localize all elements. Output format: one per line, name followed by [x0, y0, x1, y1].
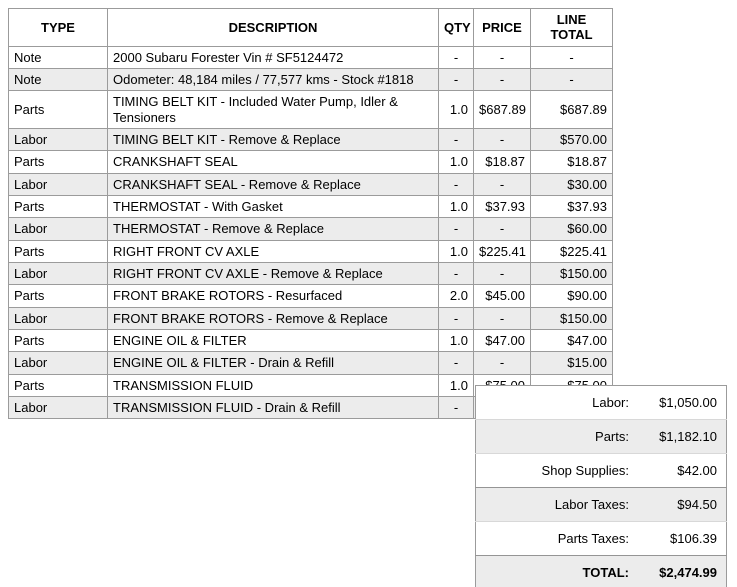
line-total-cell: $15.00	[531, 352, 613, 374]
type-cell: Parts	[9, 91, 108, 129]
table-row	[9, 307, 613, 329]
type-cell: Note	[9, 46, 108, 68]
description-cell: ENGINE OIL & FILTER - Drain & Refill	[108, 352, 439, 374]
qty-cell: 2.0	[439, 285, 474, 307]
price-cell: $225.41	[474, 240, 531, 262]
line-total-cell: $150.00	[531, 307, 613, 329]
price-cell: -	[474, 68, 531, 90]
line-total-cell: -	[531, 46, 613, 68]
description-cell: THERMOSTAT - Remove & Replace	[108, 218, 439, 240]
summary-row	[476, 488, 727, 522]
price-cell: -	[474, 262, 531, 284]
summary-value: $106.39	[634, 522, 727, 556]
qty-cell: -	[439, 218, 474, 240]
table-row	[9, 262, 613, 284]
price-cell: -	[474, 128, 531, 150]
price-cell: -	[474, 173, 531, 195]
description-cell: RIGHT FRONT CV AXLE	[108, 240, 439, 262]
summary-value: $1,050.00	[634, 386, 727, 420]
summary-table	[475, 385, 727, 587]
line-total-cell: $225.41	[531, 240, 613, 262]
table-header-row	[9, 9, 613, 47]
summary-value: $94.50	[634, 488, 727, 522]
price-cell: $687.89	[474, 91, 531, 129]
type-cell: Parts	[9, 240, 108, 262]
qty-cell: 1.0	[439, 151, 474, 173]
type-cell: Labor	[9, 262, 108, 284]
description-cell: RIGHT FRONT CV AXLE - Remove & Replace	[108, 262, 439, 284]
line-total-cell: $60.00	[531, 218, 613, 240]
qty-cell: -	[439, 352, 474, 374]
table-row	[9, 151, 613, 173]
qty-cell: 1.0	[439, 195, 474, 217]
line-total-cell: $18.87	[531, 151, 613, 173]
type-cell: Note	[9, 68, 108, 90]
type-cell: Labor	[9, 396, 108, 418]
description-cell: FRONT BRAKE ROTORS - Resurfaced	[108, 285, 439, 307]
qty-cell: 1.0	[439, 329, 474, 351]
type-cell: Parts	[9, 374, 108, 396]
line-total-cell: $687.89	[531, 91, 613, 129]
qty-cell: 1.0	[439, 240, 474, 262]
line-total-cell: $47.00	[531, 329, 613, 351]
qty-cell: 1.0	[439, 374, 474, 396]
table-row	[9, 240, 613, 262]
line-total-cell: $150.00	[531, 262, 613, 284]
summary-value: $1,182.10	[634, 420, 727, 454]
description-cell: TRANSMISSION FLUID - Drain & Refill	[108, 396, 439, 418]
price-cell: $47.00	[474, 329, 531, 351]
summary-label: Parts Taxes:	[476, 522, 635, 556]
description-cell: TIMING BELT KIT - Included Water Pump, Idler & Tensioners	[108, 91, 439, 129]
price-cell: $45.00	[474, 285, 531, 307]
column-header-description: DESCRIPTION	[108, 9, 439, 47]
summary-row	[476, 386, 727, 420]
qty-cell: -	[439, 68, 474, 90]
summary-label: Shop Supplies:	[476, 454, 635, 488]
column-header-price: PRICE	[474, 9, 531, 47]
table-row	[9, 173, 613, 195]
price-cell: -	[474, 307, 531, 329]
table-row	[9, 91, 613, 129]
type-cell: Parts	[9, 195, 108, 217]
price-cell: -	[474, 46, 531, 68]
description-cell: THERMOSTAT - With Gasket	[108, 195, 439, 217]
summary-value: $2,474.99	[634, 556, 727, 587]
table-row	[9, 46, 613, 68]
column-header-qty: QTY	[439, 9, 474, 47]
type-cell: Labor	[9, 352, 108, 374]
type-cell: Labor	[9, 218, 108, 240]
description-cell: TRANSMISSION FLUID	[108, 374, 439, 396]
line-total-cell: $37.93	[531, 195, 613, 217]
qty-cell: -	[439, 262, 474, 284]
qty-cell: -	[439, 128, 474, 150]
summary-row	[476, 420, 727, 454]
qty-cell: 1.0	[439, 91, 474, 129]
summary-label: Labor:	[476, 386, 635, 420]
table-row	[9, 128, 613, 150]
table-row	[9, 352, 613, 374]
line-items-table	[8, 8, 613, 419]
type-cell: Labor	[9, 173, 108, 195]
line-total-cell: $570.00	[531, 128, 613, 150]
summary-value: $42.00	[634, 454, 727, 488]
summary-label: Parts:	[476, 420, 635, 454]
table-row	[9, 285, 613, 307]
qty-cell: -	[439, 396, 474, 418]
summary-row	[476, 556, 727, 587]
line-total-cell: $30.00	[531, 173, 613, 195]
price-cell: $18.87	[474, 151, 531, 173]
line-total-cell: $90.00	[531, 285, 613, 307]
column-header-line-total: LINE TOTAL	[531, 9, 613, 47]
qty-cell: -	[439, 307, 474, 329]
description-cell: CRANKSHAFT SEAL	[108, 151, 439, 173]
table-row	[9, 68, 613, 90]
line-total-cell: -	[531, 68, 613, 90]
summary-row	[476, 454, 727, 488]
description-cell: ENGINE OIL & FILTER	[108, 329, 439, 351]
price-cell: -	[474, 352, 531, 374]
type-cell: Parts	[9, 329, 108, 351]
qty-cell: -	[439, 173, 474, 195]
summary-label: TOTAL:	[476, 556, 635, 587]
price-cell: $37.93	[474, 195, 531, 217]
table-row	[9, 195, 613, 217]
description-cell: CRANKSHAFT SEAL - Remove & Replace	[108, 173, 439, 195]
price-cell: -	[474, 218, 531, 240]
description-cell: 2000 Subaru Forester Vin # SF5124472	[108, 46, 439, 68]
type-cell: Parts	[9, 285, 108, 307]
type-cell: Labor	[9, 128, 108, 150]
column-header-type: TYPE	[9, 9, 108, 47]
summary-row	[476, 522, 727, 556]
description-cell: Odometer: 48,184 miles / 77,577 kms - Stock #1818	[108, 68, 439, 90]
table-row	[9, 218, 613, 240]
description-cell: TIMING BELT KIT - Remove & Replace	[108, 128, 439, 150]
qty-cell: -	[439, 46, 474, 68]
summary-label: Labor Taxes:	[476, 488, 635, 522]
type-cell: Labor	[9, 307, 108, 329]
type-cell: Parts	[9, 151, 108, 173]
description-cell: FRONT BRAKE ROTORS - Remove & Replace	[108, 307, 439, 329]
table-row	[9, 329, 613, 351]
